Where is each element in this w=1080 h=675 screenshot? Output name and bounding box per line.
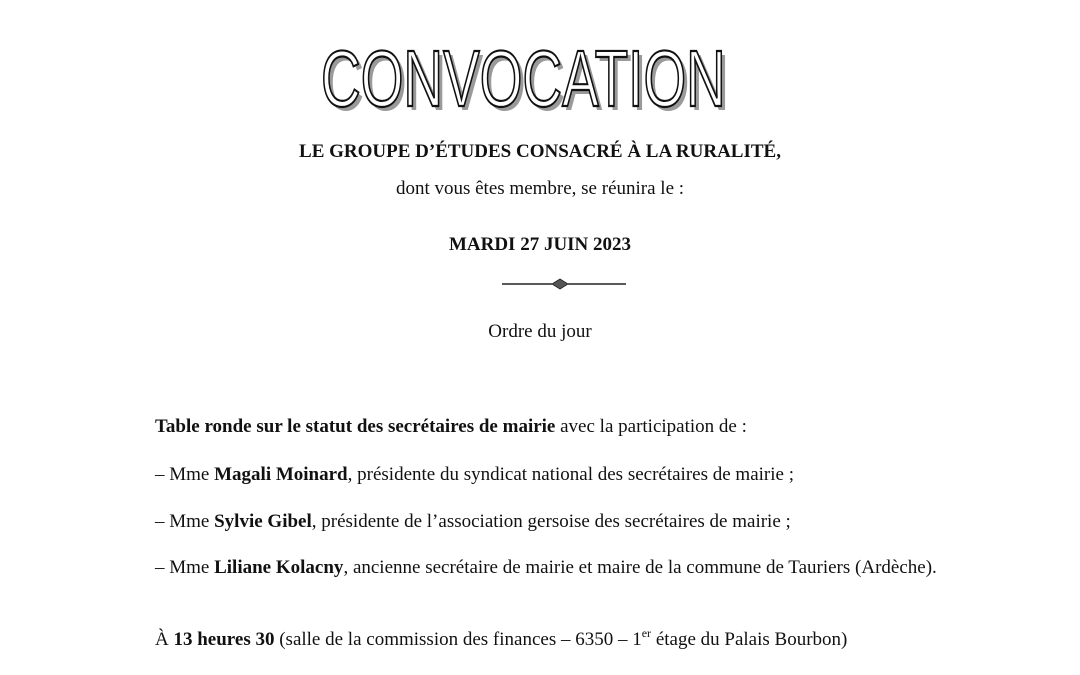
- floor-superscript: er: [641, 626, 652, 640]
- participant-description: , présidente de l’association gersoise des secrétaires de mairie ;: [311, 511, 791, 532]
- participant-item: [155, 556, 977, 579]
- participant-prefix: – Mme: [155, 511, 215, 532]
- participant-item: [155, 463, 977, 486]
- ornament-divider: [490, 276, 630, 292]
- participant-prefix: – Mme: [155, 464, 215, 485]
- table-ronde-title: Table ronde sur le statut des secrétaires de mairie: [155, 416, 556, 437]
- group-name: LE GROUPE D’ÉTUDES CONSACRÉ À LA RURALITÉ,: [299, 141, 781, 162]
- participant-name: Sylvie Gibel: [214, 511, 312, 532]
- participant-name: Liliane Kolacny: [214, 557, 344, 578]
- location-text-end: étage du Palais Bourbon): [651, 629, 848, 650]
- participant-description: , présidente du syndicat national des secrétaires de mairie ;: [347, 464, 794, 485]
- agenda-heading: Ordre du jour: [488, 321, 592, 342]
- meeting-time-location: [155, 628, 977, 651]
- participant-description: , ancienne secrétaire de mairie et maire de la commune de Tauriers (Ardèche).: [343, 557, 937, 578]
- table-ronde-paragraph: [155, 415, 977, 438]
- title-shadow: CONVOCATION: [324, 38, 730, 128]
- meeting-time: 13 heures 30: [173, 629, 275, 650]
- title-wordart: [310, 30, 770, 130]
- participant-name: Magali Moinard: [214, 464, 348, 485]
- participant-item: [155, 510, 977, 533]
- participant-prefix: – Mme: [155, 557, 215, 578]
- document-title-banner: [0, 30, 1080, 130]
- table-ronde-rest: avec la participation de :: [555, 416, 747, 437]
- diamond-icon: [552, 279, 568, 289]
- meeting-date: MARDI 27 JUIN 2023: [448, 234, 632, 255]
- title-main: CONVOCATION: [321, 34, 726, 124]
- time-prefix: À: [155, 629, 174, 650]
- meeting-intro: dont vous êtes membre, se réunira le :: [395, 178, 685, 199]
- location-text: (salle de la commission des finances – 6350 – 1: [274, 629, 642, 650]
